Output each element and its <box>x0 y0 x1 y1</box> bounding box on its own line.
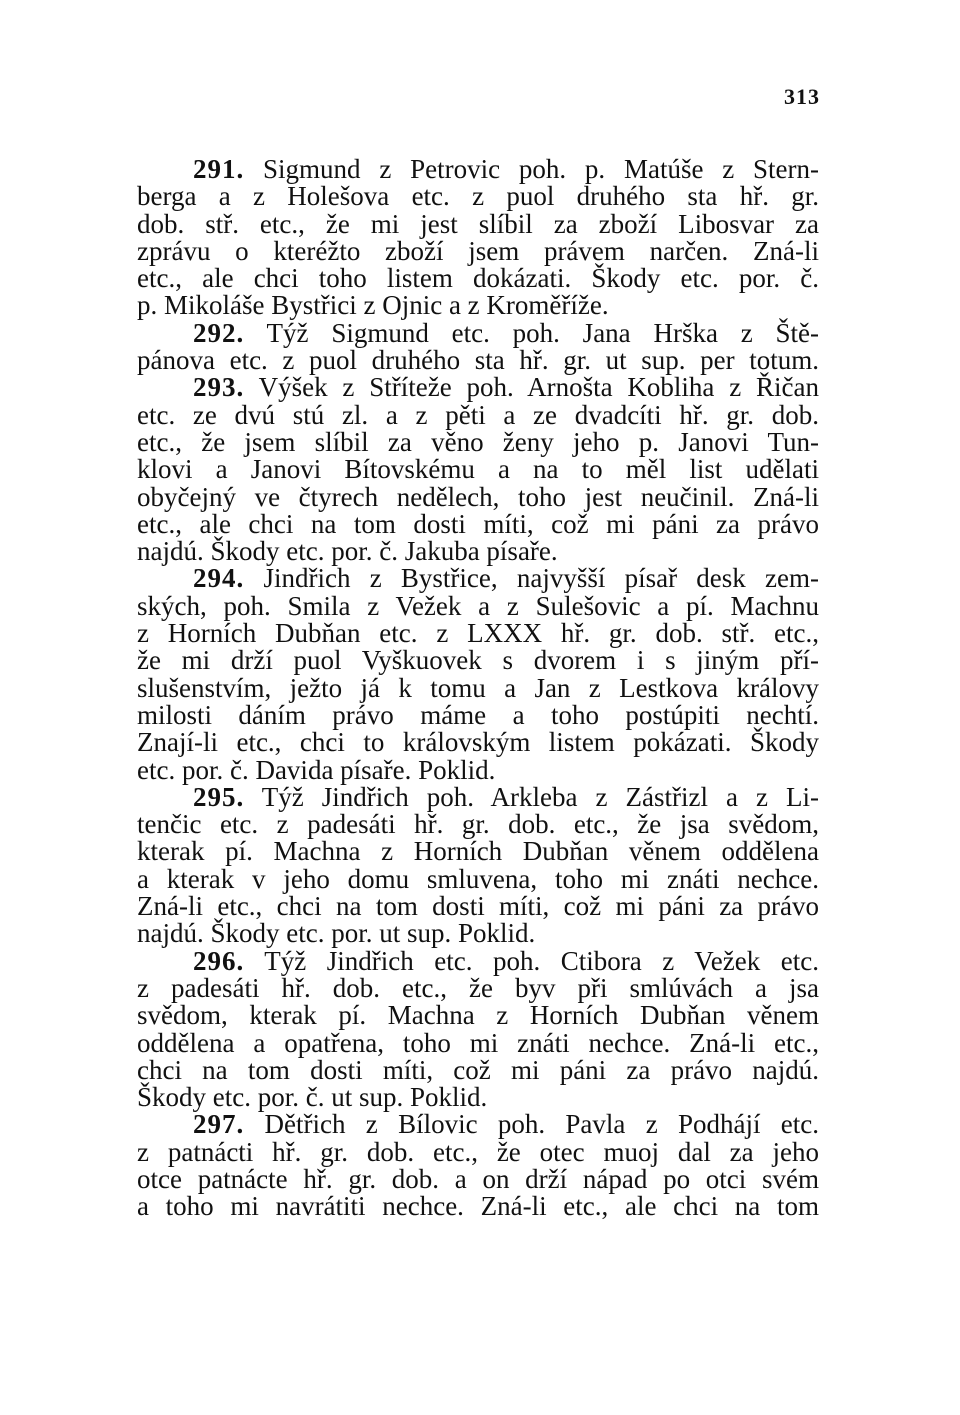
text-line: berga a z Holešova etc. z puol druhého sta hř. gr. <box>137 181 819 212</box>
text-line: z padesáti hř. dob. etc., že byv při smlúvách a jsa <box>137 972 819 1003</box>
entry-293 <box>137 374 819 565</box>
entry-296 <box>137 945 819 1113</box>
entry-number: 296. <box>193 945 245 976</box>
entry-number: 292. <box>193 317 245 348</box>
text-line: obyčejný ve čtyrech nedělech, toho jest neučinil. Zná-li <box>137 481 819 512</box>
text-line: p. Mikoláše Bystřici z Ojnic a z Kroměříže. <box>137 290 609 321</box>
text-line: Škody etc. por. č. ut sup. Poklid. <box>137 1082 488 1113</box>
entry-295 <box>137 781 819 949</box>
text-line: etc., že jsem slíbil za věno ženy jeho p. Janovi Tun- <box>137 426 819 457</box>
text-line: pánova etc. z puol druhého sta hř. gr. ut sup. per totum. <box>137 345 819 376</box>
text-line: Zná-li etc., chci na tom dosti míti, což mi páni za právo <box>137 891 819 922</box>
text-line: a toho mi navrátiti nechce. Zná-li etc., ale chci na tom <box>137 1191 819 1222</box>
text-block <box>137 156 819 1221</box>
text-line: z Horních Dubňan etc. z LXXX hř. gr. dob. stř. etc., <box>137 618 819 649</box>
entry-number: 297. <box>193 1109 245 1140</box>
entry-291 <box>137 156 819 320</box>
text-line: z patnácti hř. gr. dob. etc., že otec muoj dal za jeho <box>137 1136 819 1167</box>
entry-number: 293. <box>193 372 245 403</box>
entry-294 <box>137 565 819 783</box>
text-line: dob. stř. etc., že mi jest slíbil za zboží Libosvar za <box>137 208 819 239</box>
text-line: klovi a Janovi Bítovskému a na to měl list udělati <box>137 454 819 485</box>
entry-number: 295. <box>193 781 245 812</box>
text-line: zprávu o kteréžto zboží jsem právem narčen. Zná-li <box>137 235 819 266</box>
text-line: 292. Týž Sigmund etc. poh. Jana Hrška z Ště- <box>193 317 819 348</box>
text-line: tenčic etc. z padesáti hř. gr. dob. etc., že jsa svědom, <box>137 809 819 840</box>
text-line: najdú. Škody etc. por. č. Jakuba písaře. <box>137 536 558 567</box>
text-line: svědom, kterak pí. Machna z Horních Dubňan věnem <box>137 1000 819 1031</box>
text-line: 293. Výšek z Stříteže poh. Arnošta Kobliha z Řičan <box>193 372 819 403</box>
page-number: 313 <box>784 84 820 109</box>
text-line: oddělena a opatřena, toho mi znáti nechce. Zná-li etc., <box>137 1027 819 1058</box>
text-line: otce patnácte hř. gr. dob. a on drží nápad po otci svém <box>137 1163 819 1194</box>
text-line: a kterak v jeho domu smluvena, toho mi znáti nechce. <box>137 863 819 894</box>
text-line: kterak pí. Machna z Horních Dubňan věnem oddělena <box>137 836 819 867</box>
text-line: etc., ale chci toho listem dokázati. Škody etc. por. č. <box>137 263 819 294</box>
text-line: milosti dáním právo máme a toho postúpiti nechtí. <box>137 699 819 730</box>
entry-number: 294. <box>193 563 245 594</box>
text-line: že mi drží puol Vyškuovek s dvorem i s jiným pří- <box>137 645 819 676</box>
text-line: etc. ze dvú stú zl. a z pěti a ze dvadcíti hř. gr. dob. <box>137 399 819 430</box>
entry-number: 291. <box>193 154 245 184</box>
text-line: ských, poh. Smila z Vežek a z Sulešovic a pí. Machnu <box>137 590 819 621</box>
text-line: chci na tom dosti míti, což mi páni za právo najdú. <box>137 1054 819 1085</box>
text-line: 297. Dětřich z Bílovic poh. Pavla z Podhájí etc. <box>193 1109 819 1140</box>
text-line: 294. Jindřich z Bystřice, najvyšší písař desk zem- <box>193 563 819 594</box>
text-line: etc. por. č. Davida písaře. Poklid. <box>137 754 496 785</box>
text-line: etc., ale chci na tom dosti míti, což mi páni za právo <box>137 508 819 539</box>
text-line: 291. Sigmund z Petrovic poh. p. Matúše z Stern- <box>193 154 819 184</box>
entry-292 <box>137 317 819 376</box>
text-line: 295. Týž Jindřich poh. Arkleba z Zástřizl a z Li- <box>193 781 819 812</box>
text-line: 296. Týž Jindřich etc. poh. Ctibora z Vežek etc. <box>193 945 819 976</box>
text-line: Znají-li etc., chci to královským listem pokázati. Škody <box>137 727 819 758</box>
text-line: najdú. Škody etc. por. ut sup. Poklid. <box>137 918 536 949</box>
text-line: slušenstvím, ježto já k tomu a Jan z Lestkova královy <box>137 672 819 703</box>
entry-297 <box>137 1111 819 1220</box>
